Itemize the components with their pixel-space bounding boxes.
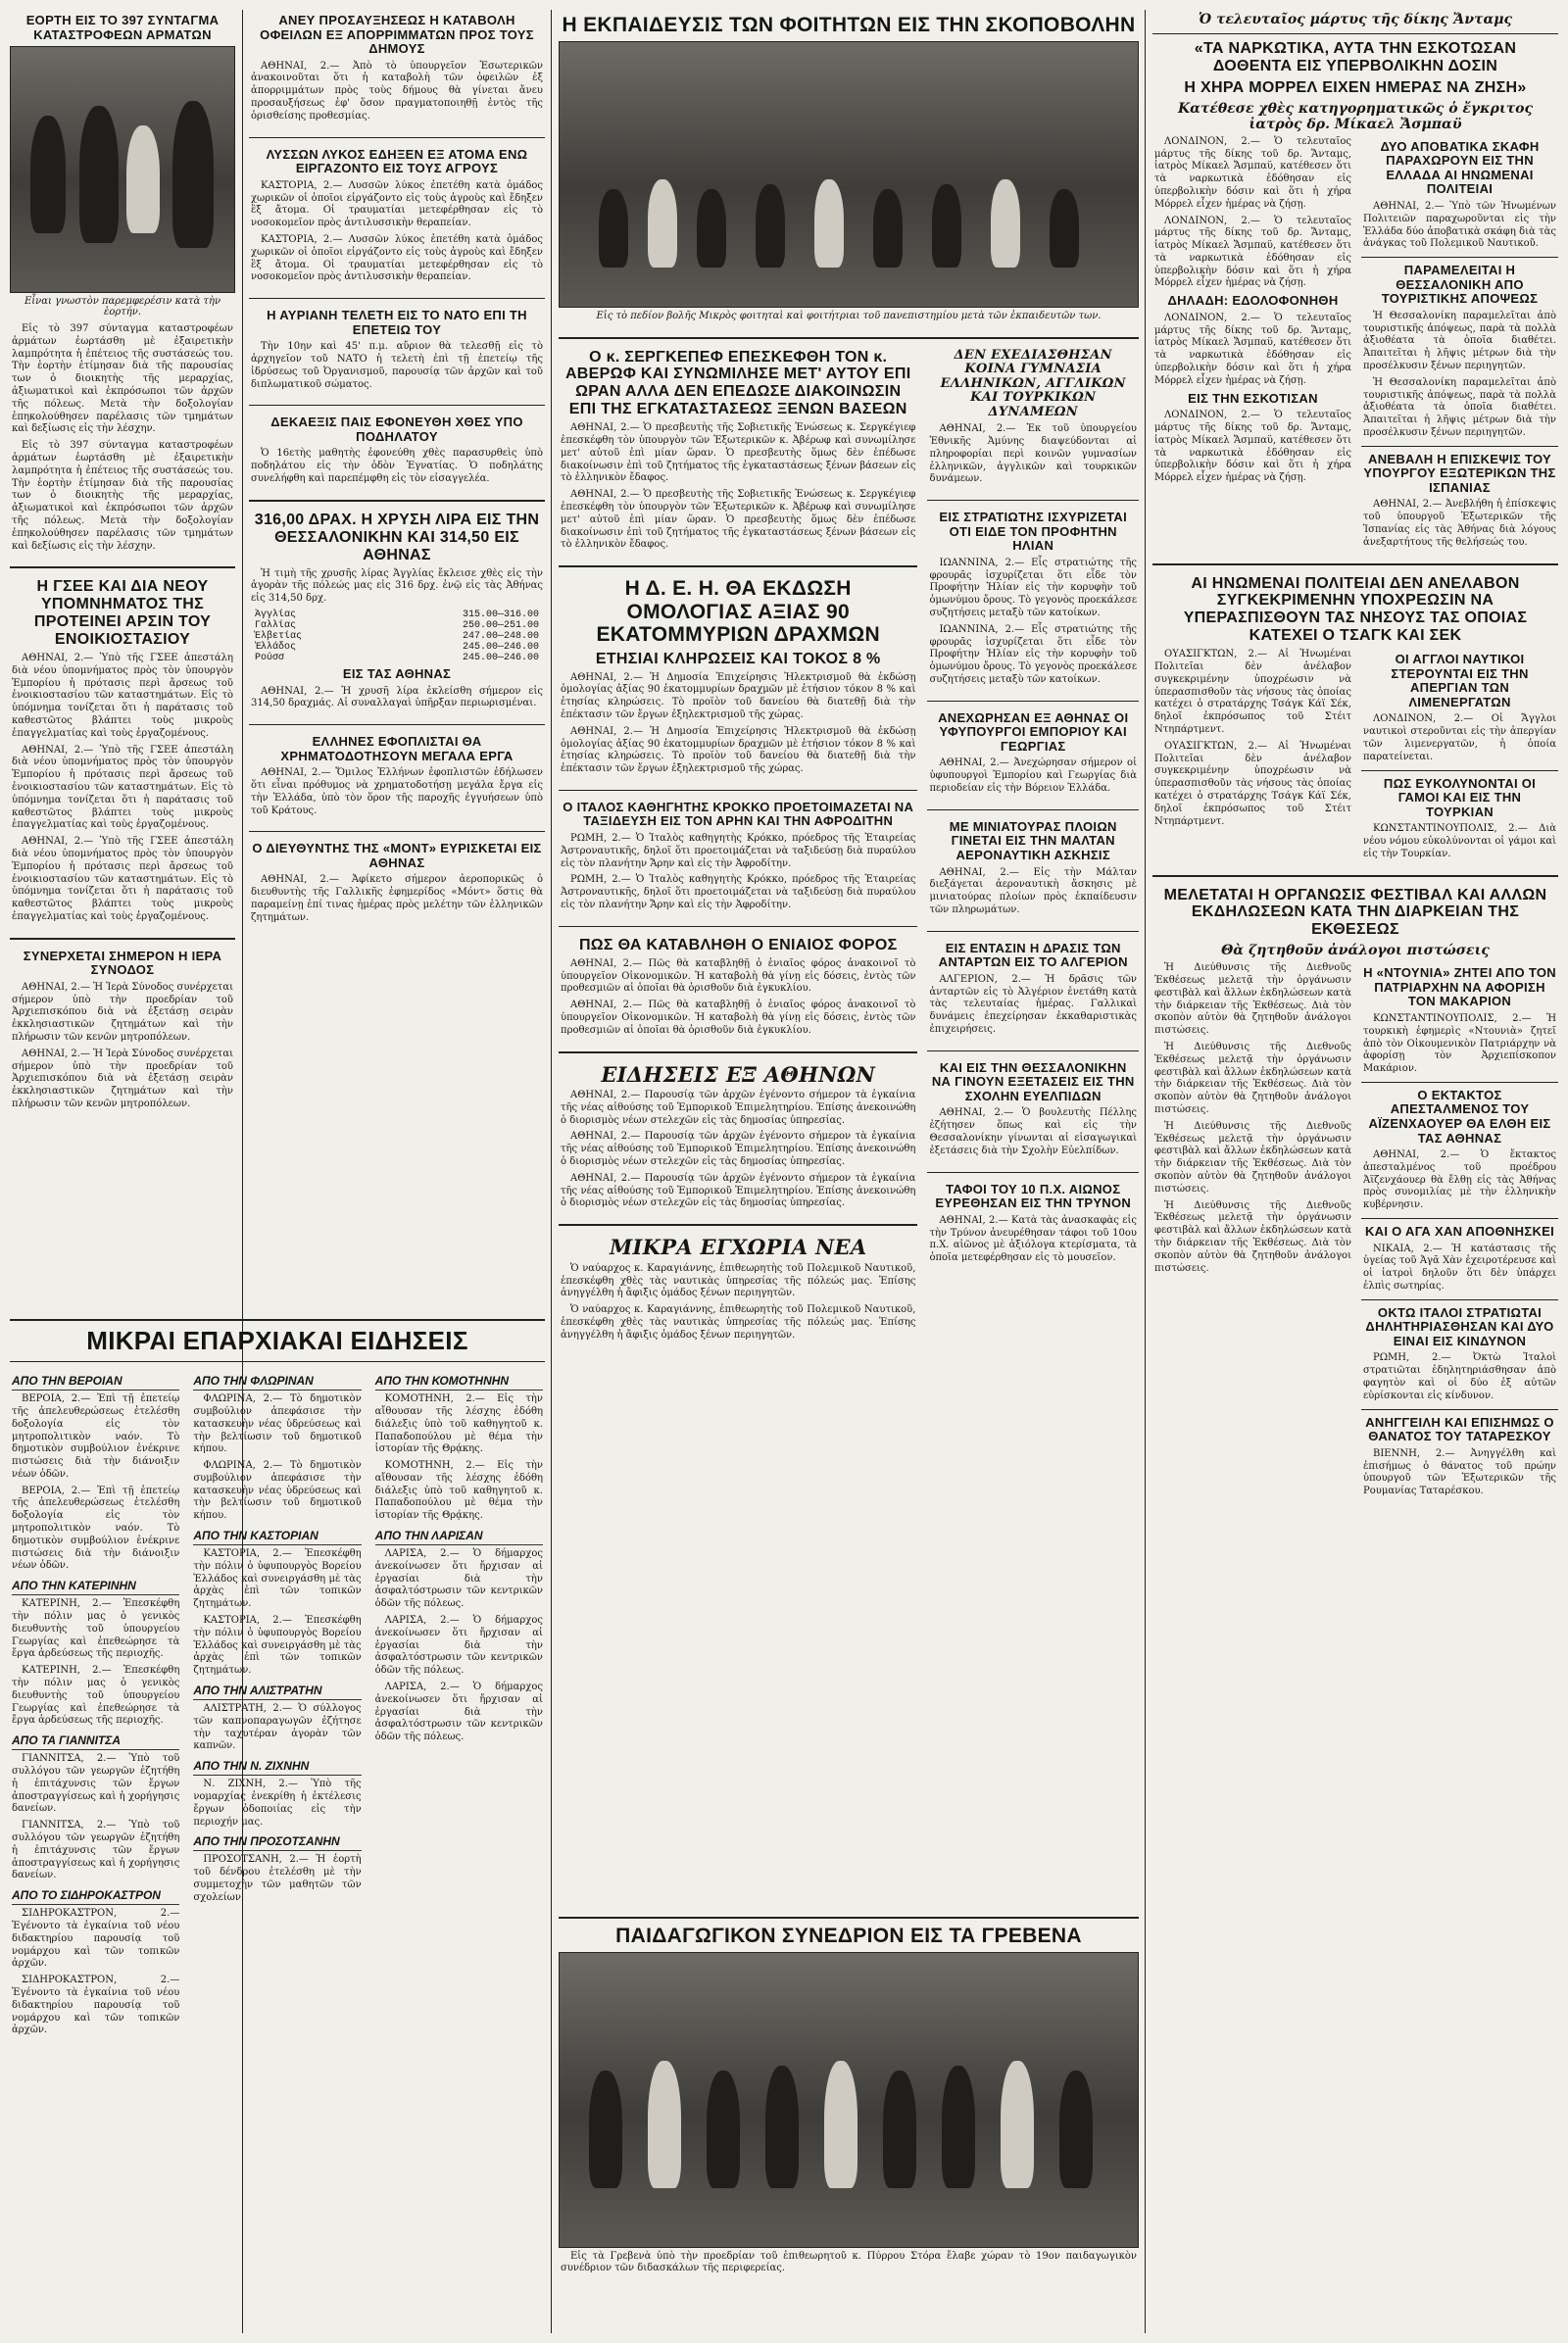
- photo-caption: Εἰς τὸ πεδίον βολῆς Μικρὸς φοιτηταὶ καὶ φοιτήτριαι τοῦ πανεπιστημίου μετὰ τῶν ἐκπαιδευτῶν των.: [596, 310, 1102, 321]
- subheadline: Θὰ ζητηθοῦν ἀνάλογοι πιστώσεις: [1221, 943, 1490, 959]
- article-ofeilai: [249, 10, 545, 127]
- section-kicker: ΑΠΟ ΤΗΝ ΑΛΙΣΤΡΑΤΗΝ: [193, 1684, 361, 1700]
- article-mont: [249, 838, 545, 928]
- article-synod: [10, 946, 235, 1115]
- headline: ΜΕΛΕΤΑΤΑΙ Η ΟΡΓΑΝΩΣΙΣ ΦΕΣΤΙΒΑΛ ΚΑΙ ΑΛΛΩΝ ΕΚΔΗΛΩΣΕΩΝ ΚΑΤΑ ΤΗΝ ΔΙΑΡΚΕΙΑΝ ΤΗΣ ΕΚΘΕΣΕΩΣ: [1163, 886, 1547, 939]
- headline: ΑΝΕΥ ΠΡΟΣΑΥΞΗΣΕΩΣ Η ΚΑΤΑΒΟΛΗ ΟΦΕΙΛΩΝ ΕΞ ΑΠΟΡΡΙΜΜΑΤΩΝ ΠΡΟΣ ΤΟΥΣ ΔΗΜΟΥΣ: [260, 13, 534, 57]
- column-5: [1152, 10, 1558, 2333]
- article-body: ΑΘΗΝΑΙ, 2.— Εἰς τὴν Μάλταν διεξάγεται ἀεροναυτικὴ ἄσκησις μὲ μινιατούρας πλοίων πρὸς ἐκπαίδευσιν τῶν πληρωμάτων.: [929, 866, 1137, 915]
- subheadline: ΕΤΗΣΙΑΙ ΚΛΗΡΩΣΕΙΣ ΚΑΙ ΤΟΚΟΣ 8 %: [595, 650, 881, 667]
- article-body: ΙΩΑΝΝΙΝΑ, 2.— Εἷς στρατιώτης τῆς φρουρᾶς ἰσχυρίζεται ὅτι εἶδε τὸν Προφήτην Ἠλίαν εἰς τὴν κορυφὴν τοῦ ὁμωνύμου ὄρους. Τὸ γεγονὸς προεκάλεσε συζητήσεις μεταξὺ τῶν κατοίκων. ΙΩΑΝΝΙΝΑ, 2.— Εἷς στρατιώτης τῆς φρουρᾶς ἰσχυρίζεται ὅτι εἶδε τὸν Προφήτην Ἠλίαν εἰς τὴν κορυφὴν τοῦ ὁμωνύμου ὄρους. Τὸ γεγονὸς προεκάλεσε συζητήσεις μεταξὺ τῶν κατοίκων.: [929, 557, 1137, 686]
- section-kicker: ΑΠΟ ΤΗΝ ΛΑΡΙΣΑΝ: [375, 1529, 543, 1545]
- article-festival: ΜΕΛΕΤΑΤΑΙ Η ΟΡΓΑΝΩΣΙΣ ΦΕΣΤΙΒΑΛ ΚΑΙ ΑΛΛΩΝ ΕΚΔΗΛΩΣΕΩΝ ΚΑΤΑ ΤΗΝ ΔΙΑΡΚΕΙΑΝ ΤΗΣ ΕΚΘΕΣΕΩΣ Θὰ ζητηθοῦν ἀνάλογοι πιστώσεις Ἡ Διεύθυνσις τῆς Διεθνοῦς Ἐκθέσεως μελετᾷ τὴν ὀργάνωσιν φεστιβὰλ καὶ ἄλλων ἐκδηλώσεων κατὰ τὴν διάρκειαν τῆς Ἐκθέσεως. Διὰ τὸν σκοπὸν αὐτὸν θὰ ζητηθοῦν ἀνάλογοι πιστώσεις. Ἡ Διεύθυνσις τῆς Διεθνοῦς Ἐκθέσεως μελετᾷ τὴν ὀργάνωσιν φεστιβὰλ καὶ ἄλλων ἐκδηλώσεων κατὰ τὴν διάρκειαν τῆς Ἐκθέσεως. Διὰ τὸν σκοπὸν αὐτὸν θὰ ζητηθοῦν ἀνάλογοι πιστώσεις. Ἡ Διεύθυνσις τῆς Διεθνοῦς Ἐκθέσεως μελετᾷ τὴν ὀργάνωσιν φεστιβὰλ καὶ ἄλλων ἐκδηλώσεων κατὰ τὴν διάρκειαν τῆς Ἐκθέσεως. Διὰ τὸν σκοπὸν αὐτὸν θὰ ζητηθοῦν ἀνάλογοι πιστώσεις. Ἡ Διεύθυνσις τῆς Διεθνοῦς Ἐκθέσεως μελετᾷ τὴν ὀργάνωσιν φεστιβὰλ καὶ ἄλλων ἐκδηλώσεων κατὰ τὴν διάρκειαν τῆς Ἐκθέσεως. Διὰ τὸν σκοπὸν αὐτὸν θὰ ζητηθοῦν ἀνάλογοι πιστώσεις. Η «ΝΤΟΥΝΙΑ» ΖΗΤΕΙ ΑΠΟ ΤΟΝ ΠΑΤΡΙΑΡΧΗΝ ΝΑ ΑΦΟΡΙΣΗ ΤΟΝ ΜΑΚΑΡΙΟΝ ΚΩΝΣΤΑΝΤΙΝΟΥΠΟΛΙΣ, 2.— Ἡ τουρκικὴ ἐφημερὶς «Ντουνιὰ» ζητεῖ ἀπὸ τὸν Οἰκουμενικὸν Πατριάρχην νὰ ἀφορίσῃ τὸν Ἀρχιεπίσκοπον Μακάριον. Ο ΕΚΤΑΚΤΟΣ ΑΠΕΣΤΑΛΜΕΝΟΣ ΤΟΥ ΑΪΖΕΝΧΑΟΥΕΡ ΘΑ ΕΛΘΗ ΕΙΣ ΤΑΣ ΑΘΗΝΑΣ ΑΘΗΝΑΙ, 2.— Ὁ ἔκτακτος ἀπεσταλμένος τοῦ προέδρου Ἀϊζενχάουερ θὰ ἔλθῃ εἰς τὰς Ἀθήνας πρὸς συνομιλίας μὲ τὴν ἑλληνικὴν κυβέρνησιν. ΚΑΙ Ο ΑΓΑ ΧΑΝ ΑΠΟΘΝΗΣΚΕΙ ΝΙΚΑΙΑ, 2.— Ἡ κατάστασις τῆς ὑγείας τοῦ Ἀγᾶ Χὰν ἐχειροτέρευσε καὶ οἱ ἰατροὶ δηλοῦν ὅτι δὲν ὑπάρχει ἐλπὶς σωτηρίας. ΟΚΤΩ ΙΤΑΛΟΙ ΣΤΡΑΤΙΩΤΑΙ ΔΗΛΗΤΗΡΙΑΣΘΗΣΑΝ ΚΑΙ ΔΥΟ ΕΙΝΑΙ ΕΙΣ ΚΙΝΔΥΝΟΝ ΡΩΜΗ, 2.— Ὀκτὼ Ἰταλοὶ στρατιῶται ἐδηλητηριάσθησαν ἀπὸ φαγητὸν καὶ οἱ δύο ἐξ αὐτῶν εὑρίσκονται εἰς κίνδυνον. ΑΝΗΓΓΕΙΛΗ ΚΑΙ ΕΠΙΣΗΜΩΣ Ο ΘΑΝΑΤΟΣ ΤΟΥ ΤΑΤΑΡΕΣΚΟΥ ΒΙΕΝΝΗ, 2.— Ἀνηγγέλθη καὶ ἐπισήμως ὁ θάνατος τοῦ πρώην ὑπουργοῦ τῶν Ἐξωτερικῶν τῆς Ρουμανίας Ταταρέσκου.: [1154, 886, 1556, 1497]
- headline: Η «ΝΤΟΥΝΙΑ» ΖΗΤΕΙ ΑΠΟ ΤΟΝ ΠΑΤΡΙΑΡΧΗΝ ΝΑ ΑΦΟΡΙΣΗ ΤΟΝ ΜΑΚΑΡΙΟΝ: [1363, 965, 1556, 1009]
- article-gymnasia: [927, 345, 1139, 491]
- headline: ΔΕΝ ΕΧΕΔΙΑΣΘΗΣΑΝ ΚΟΙΝΑ ΓΥΜΝΑΣΙΑ ΕΛΛΗΝΙΚΩΝ, ΑΓΓΛΙΚΩΝ ΚΑΙ ΤΟΥΡΚΙΚΩΝ ΔΥΝΑΜΕΩΝ: [940, 347, 1126, 419]
- article-body: Ὁ ναύαρχος κ. Καραγιάννης, ἐπιθεωρητὴς τοῦ Πολεμικοῦ Ναυτικοῦ, ἐπεσκέφθη χθὲς τὰς ναυτικὰς ὑπηρεσίας τῆς πόλεώς μας. Ἐπίσης ἀνηγγέλθη ἡ ἄφιξις ὁμάδος ξένων περιηγητῶν. Ὁ ναύαρχος κ. Καραγιάννης, ἐπιθεωρητὴς τοῦ Πολεμικοῦ Ναυτικοῦ, ἐπεσκέφθη χθὲς τὰς ναυτικὰς ὑπηρεσίας τῆς πόλεώς μας. Ἐπίσης ἀνηγγέλθη ἡ ἄφιξις ὁμάδος ξένων περιηγητῶν.: [561, 1262, 916, 1341]
- headline: ΚΑΙ Ο ΑΓΑ ΧΑΝ ΑΠΟΘΝΗΣΚΕΙ: [1364, 1224, 1555, 1240]
- photo-grevena-conference: [559, 1952, 1139, 2248]
- headline: ΔΕΚΑΕΞΙΣ ΠΑΙΣ ΕΦΟΝΕΥΘΗ ΧΘΕΣ ΥΠΟ ΠΟΔΗΛΑΤΟΥ: [270, 415, 523, 444]
- headline: ΑΝΗΓΓΕΙΛΗ ΚΑΙ ΕΠΙΣΗΜΩΣ Ο ΘΑΝΑΤΟΣ ΤΟΥ ΤΑΤΑΡΕΣΚΟΥ: [1365, 1414, 1554, 1444]
- article-body: ΑΘΗΝΑΙ, 2.— Ὁ πρεσβευτὴς τῆς Σοβιετικῆς Ἑνώσεως κ. Σεργκέγιεφ ἐπεσκέφθη τὸν ὑπουργὸν τῶν Ἐξωτερικῶν κ. Ἀβέρωφ καὶ συνωμίλησε μετ' αὐτοῦ ἐπὶ μίαν ὥραν. Ὁ πρεσβευτὴς ὅμως δὲν ἐπέδωσε διακοίνωσιν ἐπὶ τοῦ ζητήματος τῆς ἐγκαταστάσεως ξένων βάσεων εἰς τὸ ἑλληνικὸν ἔδαφος. ΑΘΗΝΑΙ, 2.— Ὁ πρεσβευτὴς τῆς Σοβιετικῆς Ἑνώσεως κ. Σεργκέγιεφ ἐπεσκέφθη τὸν ὑπουργὸν τῶν Ἐξωτερικῶν κ. Ἀβέρωφ καὶ συνωμίλησε μετ' αὐτοῦ ἐπὶ μίαν ὥραν. Ὁ πρεσβευτὴς ὅμως δὲν ἐπέδωσε διακοίνωσιν ἐπὶ τοῦ ζητήματος τῆς ἐγκαταστάσεως ξένων βάσεων εἰς τὸ ἑλληνικὸν ἔδαφος.: [561, 422, 916, 551]
- headline: Ο κ. ΣΕΡΓΚΕΠΕΦ ΕΠΕΣΚΕΦΘΗ ΤΟΝ κ. ΑΒΕΡΩΦ ΚΑΙ ΣΥΝΩΜΙΛΗΣΕ ΜΕΤ' ΑΥΤΟΥ ΕΠΙ ΩΡΑΝ ΑΛΛΑ ΔΕΝ ΕΠΕΔΩΣΕ ΔΙΑΚΟΙΝΩΣΙΝ ΕΠΙ ΤΗΣ ΕΓΚΑΤΑΣΤΑΣΕΩΣ ΞΕΝΩΝ ΒΑΣΕΩΝ: [564, 348, 911, 418]
- headline: Ο ΔΙΕΥΘΥΝΤΗΣ ΤΗΣ «ΜΟΝΤ» ΕΥΡΙΣΚΕΤΑΙ ΕΙΣ ΑΘΗΝΑΣ: [252, 841, 542, 870]
- article-adams: Ὁ τελευταῖος μάρτυς τῆς δίκης Ἄνταμς «ΤΑ ΝΑΡΚΩΤΙΚΑ, ΑΥΤΑ ΤΗΝ ΕΣΚΟΤΩΣΑΝ ΔΟΘΕΝΤΑ ΕΙΣ ΥΠΕΡΒΟΛΙΚΗΝ ΔΟΣΙΝ Η ΧΗΡΑ ΜΟΡΡΕΛ ΕΙΧΕΝ ΗΜΕΡΑΣ ΝΑ ΖΗΣΗ» Κατέθεσε χθὲς κατηγορηματικῶς ὁ ἔγκριτος ἰατρὸς δρ. Μίκαελ Ἄσμπαϋ ΛΟΝΔΙΝΟΝ, 2.— Ὁ τελευταῖος μάρτυς τῆς δίκης τοῦ δρ. Ἄνταμς, ἰατρὸς Μίκαελ Ἄσμπαϋ, κατέθεσεν ὅτι τὰ ναρκωτικὰ ἐδόθησαν εἰς ὑπερβολικὴν δόσιν καὶ ὅτι ἡ χήρα Μόρρελ εἶχεν ἡμέρας νὰ ζήσῃ. ΛΟΝΔΙΝΟΝ, 2.— Ὁ τελευταῖος μάρτυς τῆς δίκης τοῦ δρ. Ἄνταμς, ἰατρὸς Μίκαελ Ἄσμπαϋ, κατέθεσεν ὅτι τὰ ναρκωτικὰ ἐδόθησαν εἰς ὑπερβολικὴν δόσιν καὶ ὅτι ἡ χήρα Μόρρελ εἶχεν ἡμέρας νὰ ζήσῃ. ΔΗΛΑΔΗ: ΕΔΟΛΟΦΟΝΗΘΗ ΛΟΝΔΙΝΟΝ, 2.— Ὁ τελευταῖος μάρτυς τῆς δίκης τοῦ δρ. Ἄνταμς, ἰατρὸς Μίκαελ Ἄσμπαϋ, κατέθεσεν ὅτι τὰ ναρκωτικὰ ἐδόθησαν εἰς ὑπερβολικὴν δόσιν καὶ ὅτι ἡ χήρα Μόρρελ εἶχεν ἡμέρας νὰ ζήσῃ. ΕΙΣ ΤΗΝ ΕΣΚΟΤΙΣΑΝ ΛΟΝΔΙΝΟΝ, 2.— Ὁ τελευταῖος μάρτυς τῆς δίκης τοῦ δρ. Ἄνταμς, ἰατρὸς Μίκαελ Ἄσμπαϋ, κατέθεσεν ὅτι τὰ ναρκωτικὰ ἐδόθησαν εἰς ὑπερβολικὴν δόσιν καὶ ὅτι ἡ χήρα Μόρρελ εἶχεν ἡμέρας νὰ ζήσῃ. ΔΥΟ ΑΠΟΒΑΤΙΚΑ ΣΚΑΦΗ ΠΑΡΑΧΩΡΟΥΝ ΕΙΣ ΤΗΝ ΕΛΛΑΔΑ ΑΙ ΗΝΩΜΕΝΑΙ ΠΟΛΙΤΕΙΑΙ ΑΘΗΝΑΙ, 2.— Ὑπὸ τῶν Ἡνωμένων Πολιτειῶν παραχωροῦνται εἰς τὴν Ἑλλάδα δύο ἀποβατικὰ σκάφη διὰ τὰς ἀνάγκας τοῦ Πολεμικοῦ Ναυτικοῦ. ΠΑΡΑΜΕΛΕΙΤΑΙ Η ΘΕΣΣΑΛΟΝΙΚΗ ΑΠΟ ΤΟΥΡΙΣΤΙΚΗΣ ΑΠΟΨΕΩΣ Ἡ Θεσσαλονίκη παραμελεῖται ἀπὸ τουριστικῆς ἀπόψεως, παρὰ τὰ πολλὰ ἀξιοθέατα τὰ ὁποῖα διαθέτει. Ἀπαιτεῖται ἡ λῆψις μέτρων διὰ τὴν προσέλκυσιν ξένων περιηγητῶν. Ἡ Θεσσαλονίκη παραμελεῖται ἀπὸ τουριστικῆς ἀπόψεως, παρὰ τὰ πολλὰ ἀξιοθέατα τὰ ὁποῖα διαθέτει. Ἀπαιτεῖται ἡ λῆψις μέτρων διὰ τὴν προσέλκυσιν ξένων περιηγητῶν. ΑΝΕΒΑΛΗ Η ΕΠΙΣΚΕΨΙΣ ΤΟΥ ΥΠΟΥΡΓΟΥ ΕΞΩΤΕΡΙΚΩΝ ΤΗΣ ΙΣΠΑΝΙΑΣ ΑΘΗΝΑΙ, 2.— Ἀνεβλήθη ἡ ἐπίσκεψις τοῦ ὑπουργοῦ Ἐξωτερικῶν τῆς Ἱσπανίας εἰς τὰς Ἀθήνας διὰ λόγους ἀνεξαρτήτους τῆς θελήσεώς του.: [1154, 12, 1556, 548]
- provincial-news: [10, 1313, 545, 2333]
- headline: ΕΙΣ ΕΝΤΑΣΙΝ Η ΔΡΑΣΙΣ ΤΩΝ ΑΝΤΑΡΤΩΝ ΕΙΣ ΤΟ ΑΛΓΕΡΙΟΝ: [938, 940, 1128, 970]
- price-row: Ρούσσ 245.00—246.00: [255, 652, 539, 663]
- article-mikra-nea: [559, 1232, 917, 1345]
- section-kicker: ΑΠΟ ΤΟ ΣΙΔΗΡΟΚΑΣΤΡΟΝ: [12, 1888, 179, 1905]
- article-body: ΚΑΣΤΟΡΙΑ, 2.— Λυσσῶν λύκος ἐπετέθη κατὰ ὁμάδος χωρικῶν οἱ ὁποῖοι εἰργάζοντο εἰς τοὺς ἀγροὺς καὶ ἔδηξεν ἓξ ἄτομα. Οἱ τραυματίαι μετεφέρθησαν εἰς τὸ νοσοκομεῖον πρὸς ἀντιλυσσικὴν θεραπείαν. ΚΑΣΤΟΡΙΑ, 2.— Λυσσῶν λύκος ἐπετέθη κατὰ ὁμάδος χωρικῶν οἱ ὁποῖοι εἰργάζοντο εἰς τοὺς ἀγροὺς καὶ ἔδηξεν ἓξ ἄτομα. Οἱ τραυματίαι μετεφέρθησαν εἰς τὸ νοσοκομεῖον πρὸς ἀντιλυσσικὴν θεραπείαν.: [251, 179, 543, 283]
- article-evelpides: [927, 1057, 1139, 1162]
- article-body: ΑΘΗΝΑΙ, 2.— Ἀνεχώρησαν σήμερον οἱ ὑφυπουργοὶ Ἐμπορίου καὶ Γεωργίας διὰ περιοδείαν εἰς τὴν Βόρειον Ἑλλάδα.: [929, 757, 1137, 795]
- section-kicker: ΑΠΟ ΤΗΝ Ν. ΖΙΧΝΗΝ: [193, 1759, 361, 1776]
- section-kicker: ΑΠΟ ΤΗΝ ΦΛΩΡΙΝΑΝ: [193, 1374, 361, 1391]
- headline: ΟΚΤΩ ΙΤΑΛΟΙ ΣΤΡΑΤΙΩΤΑΙ ΔΗΛΗΤΗΡΙΑΣΘΗΣΑΝ ΚΑΙ ΔΥΟ ΕΙΝΑΙ ΕΙΣ ΚΙΝΔΥΝΟΝ: [1365, 1304, 1554, 1348]
- article-yfypourgoi: [927, 708, 1139, 800]
- article-body: ΑΘΗΝΑΙ, 2.— Ἀφίκετο σήμερον ἀεροπορικῶς ὁ διευθυντὴς τῆς Γαλλικῆς ἐφημερίδος «Μόντ» ὅστις θὰ παραμείνῃ ἐπί τινας ἡμέρας πρὸς μελέτην τῶν ἑλληνικῶν ζητημάτων.: [251, 874, 543, 923]
- article-tafoi: [927, 1179, 1139, 1269]
- article-sergkepef: [559, 345, 917, 557]
- headline: Η ΓΣΕΕ ΚΑΙ ΔΙΑ ΝΕΟΥ ΥΠΟΜΝΗΜΑΤΟΣ ΤΗΣ ΠΡΟΤΕΙΝΕΙ ΑΡΣΙΝ ΤΟΥ ΕΝΟΙΚΙΟΣΤΑΣΙΟΥ: [33, 578, 212, 649]
- column-3: [559, 345, 917, 1356]
- headline: Η ΑΥΡΙΑΝΗ ΤΕΛΕΤΗ ΕΙΣ ΤΟ ΝΑΤΟ ΕΠΙ ΤΗ ΕΠΕΤΕΙΩ ΤΟΥ: [267, 308, 527, 337]
- headline: Η ΧΗΡΑ ΜΟΡΡΕΛ ΕΙΧΕΝ ΗΜΕΡΑΣ ΝΑ ΖΗΣΗ»: [1184, 78, 1527, 96]
- provincial-column: ΑΠΟ ΤΗΝ ΒΕΡΟΙΑΝ ΒΕΡΟΙΑ, 2.— Ἐπὶ τῇ ἐπετείῳ τῆς ἀπελευθερώσεως ἐτελέσθη δοξολογία εἰς τὸν μητροπολιτικὸν ναόν. Τὸ δημοτικὸν συμβούλιον ἐνέκρινε πιστώσεις διὰ τὴν διάνοιξιν νέων ὁδῶν. ΒΕΡΟΙΑ, 2.— Ἐπὶ τῇ ἐπετείῳ τῆς ἀπελευθερώσεως ἐτελέσθη δοξολογία εἰς τὸν μητροπολιτικὸν ναόν. Τὸ δημοτικὸν συμβούλιον ἐνέκρινε πιστώσεις διὰ τὴν διάνοιξιν νέων ὁδῶν. ΑΠΟ ΤΗΝ ΚΑΤΕΡΙΝΗΝ ΚΑΤΕΡΙΝΗ, 2.— Ἐπεσκέφθη τὴν πόλιν μας ὁ γενικὸς διευθυντὴς τοῦ ὑπουργείου Γεωργίας καὶ ἐπεθεώρησε τὰ ἔργα ἀρδεύσεως τῆς περιοχῆς. ΚΑΤΕΡΙΝΗ, 2.— Ἐπεσκέφθη τὴν πόλιν μας ὁ γενικὸς διευθυντὴς τοῦ ὑπουργείου Γεωργίας καὶ ἐπεθεώρησε τὰ ἔργα ἀρδεύσεως τῆς περιοχῆς. ΑΠΟ ΤΑ ΓΙΑΝΝΙΤΣΑ ΓΙΑΝΝΙΤΣΑ, 2.— Ὑπὸ τοῦ συλλόγου τῶν γεωργῶν ἐζητήθη ἡ ἐπιτάχυνσις τῶν ἔργων ἀποστραγγίσεως καὶ ἡ χορήγησις δανείων. ΓΙΑΝΝΙΤΣΑ, 2.— Ὑπὸ τοῦ συλλόγου τῶν γεωργῶν ἐζητήθη ἡ ἐπιτάχυνσις τῶν ἔργων ἀποστραγγίσεως καὶ ἡ χορήγησις δανείων. ΑΠΟ ΤΟ ΣΙΔΗΡΟΚΑΣΤΡΟΝ ΣΙΔΗΡΟΚΑΣΤΡΟΝ, 2.— Ἐγένοντο τὰ ἐγκαίνια τοῦ νέου διδακτηρίου παρουσίᾳ τοῦ νομάρχου καὶ τῶν τοπικῶν ἀρχῶν. ΣΙΔΗΡΟΚΑΣΤΡΟΝ, 2.— Ἐγένοντο τὰ ἐγκαίνια τοῦ νέου διδακτηρίου παρουσίᾳ τοῦ νομάρχου καὶ τῶν τοπικῶν ἀρχῶν.: [12, 1374, 180, 2036]
- article-algerio: [927, 938, 1139, 1041]
- headline: ΚΑΙ ΕΙΣ ΤΗΝ ΘΕΣΣΑΛΟΝΙΚΗΝ ΝΑ ΓΙΝΟΥΝ ΕΞΕΤΑΣΕΙΣ ΕΙΣ ΤΗΝ ΣΧΟΛΗΝ ΕΥΕΛΠΙΔΩΝ: [931, 1059, 1135, 1103]
- headline: Ο ΙΤΑΛΟΣ ΚΑΘΗΓΗΤΗΣ ΚΡΟΚΚΟ ΠΡΟΕΤΟΙΜΑΖΕΤΑΙ ΝΑ ΤΑΞΙΔΕΥΣΗ ΕΙΣ ΤΟΝ ΑΡΗΝ ΚΑΙ ΤΗΝ ΑΦΡΟΔΙΤΗΝ: [563, 799, 914, 829]
- article-body: ΑΘΗΝΑΙ, 2.— Κατὰ τὰς ἀνασκαφὰς εἰς τὴν Τρύνον ἀνευρέθησαν τάφοι τοῦ 10ου π.Χ. αἰῶνος μὲ ἀξιόλογα κτερίσματα, τὰ ὁποῖα μετεφέρθησαν εἰς τὸ μουσεῖον.: [929, 1214, 1137, 1264]
- headline: ΑΝΕΧΩΡΗΣΑΝ ΕΞ ΑΘΗΝΑΣ ΟΙ ΥΦΥΠΟΥΡΓΟΙ ΕΜΠΟΡΙΟΥ ΚΑΙ ΓΕΩΡΓΙΑΣ: [938, 709, 1129, 754]
- section-kicker: ΑΠΟ ΤΗΝ ΚΑΣΤΟΡΙΑΝ: [193, 1529, 361, 1545]
- headline: ΠΩΣ ΘΑ ΚΑΤΑΒΛΗΘΗ Ο ΕΝΙΑΙΟΣ ΦΟΡΟΣ: [578, 936, 898, 953]
- section-kicker: ΑΠΟ ΤΗΝ ΚΟΜΟΤΗΝΗΝ: [375, 1374, 543, 1391]
- headline: Η ΕΚΠΑΙΔΕΥΣΙΣ ΤΩΝ ΦΟΙΤΗΤΩΝ ΕΙΣ ΤΗΝ ΣΚΟΠΟΒΟΛΗΝ: [562, 14, 1136, 36]
- headline: ΕΛΛΗΝΕΣ ΕΦΟΠΛΙΣΤΑΙ ΘΑ ΧΡΗΜΑΤΟΔΟΤΗΣΟΥΝ ΜΕΓΑΛΑ ΕΡΓΑ: [280, 734, 514, 763]
- subheadline: ΕΙΣ ΤΑΣ ΑΘΗΝΑΣ: [342, 665, 452, 681]
- kicker: Ὁ τελευταῖος μάρτυς τῆς δίκης Ἄνταμς: [1199, 12, 1512, 27]
- headline: «ΤΑ ΝΑΡΚΩΤΙΚΑ, ΑΥΤΑ ΤΗΝ ΕΣΚΟΤΩΣΑΝ ΔΟΘΕΝΤΑ ΕΙΣ ΥΠΕΡΒΟΛΙΚΗΝ ΔΟΣΙΝ: [1194, 40, 1517, 74]
- provincial-column: ΑΠΟ ΤΗΝ ΦΛΩΡΙΝΑΝ ΦΛΩΡΙΝΑ, 2.— Τὸ δημοτικὸν συμβούλιον ἀπεφάσισε τὴν κατασκευὴν νέας ὑδρεύσεως καὶ τὴν βελτίωσιν τοῦ δημοτικοῦ κήπου. ΦΛΩΡΙΝΑ, 2.— Τὸ δημοτικὸν συμβούλιον ἀπεφάσισε τὴν κατασκευὴν νέας ὑδρεύσεως καὶ τὴν βελτίωσιν τοῦ δημοτικοῦ κήπου. ΑΠΟ ΤΗΝ ΚΑΣΤΟΡΙΑΝ ΚΑΣΤΟΡΙΑ, 2.— Ἐπεσκέφθη τὴν πόλιν ὁ ὑφυπουργὸς Βορείου Ἑλλάδος καὶ συνειργάσθη μὲ τὰς ἀρχὰς ἐπὶ τῶν τοπικῶν ζητημάτων. ΚΑΣΤΟΡΙΑ, 2.— Ἐπεσκέφθη τὴν πόλιν ὁ ὑφυπουργὸς Βορείου Ἑλλάδος καὶ συνειργάσθη μὲ τὰς ἀρχὰς ἐπὶ τῶν τοπικῶν ζητημάτων. ΑΠΟ ΤΗΝ ΑΛΙΣΤΡΑΤΗΝ ΑΛΙΣΤΡΑΤΗ, 2.— Ὁ σύλλογος τῶν καπνοπαραγωγῶν ἐζήτησε τὴν ταχυτέραν ἀγορὰν τῶν καπνῶν. ΑΠΟ ΤΗΝ Ν. ΖΙΧΝΗΝ Ν. ΖΙΧΝΗ, 2.— Ὑπὸ τῆς νομαρχίας ἐνεκρίθη ἡ ἐκτέλεσις ἔργων ὁδοποιίας εἰς τὴν περιοχήν μας. ΑΠΟ ΤΗΝ ΠΡΟΣΟΤΣΑΝΗΝ ΠΡΟΣΟΤΣΑΝΗ, 2.— Ἡ ἐορτὴ τοῦ δένδρου ἐτελέσθη μὲ τὴν συμμετοχὴν τῶν μαθητῶν τῶν σχολείων.: [193, 1374, 362, 1903]
- headline: ΔΥΟ ΑΠΟΒΑΤΙΚΑ ΣΚΑΦΗ ΠΑΡΑΧΩΡΟΥΝ ΕΙΣ ΤΗΝ ΕΛΛΑΔΑ ΑΙ ΗΝΩΜΕΝΑΙ ΠΟΛΙΤΕΙΑΙ: [1380, 138, 1540, 197]
- article-body: ΑΘΗΝΑΙ, 2.— Ὅμιλος Ἑλλήνων ἐφοπλιστῶν ἐδήλωσεν ὅτι εἶναι πρόθυμος νὰ χρηματοδοτήσῃ μεγάλα ἔργα εἰς τὴν Ἑλλάδα, ὑπὸ τὸν ὅρον τῆς παροχῆς ἐγγυήσεων ὑπὸ τοῦ Κράτους.: [251, 767, 543, 816]
- column-rule: [1145, 10, 1146, 2333]
- article-body: ΑΘΗΝΑΙ, 2.— Ἡ Ἱερὰ Σύνοδος συνέρχεται σήμερον ὑπὸ τὴν προεδρίαν τοῦ Ἀρχιεπισκόπου διὰ νὰ ἐξετάσῃ σειρὰν ἐκκλησιαστικῶν ζητημάτων καὶ τὴν πλήρωσιν τῶν κενῶν μητροπόλεων. ΑΘΗΝΑΙ, 2.— Ἡ Ἱερὰ Σύνοδος συνέρχεται σήμερον ὑπὸ τὴν προεδρίαν τοῦ Ἀρχιεπισκόπου διὰ νὰ ἐξετάσῃ σειρὰν ἐκκλησιαστικῶν ζητημάτων καὶ τὴν πλήρωσιν τῶν κενῶν μητροπόλεων.: [12, 981, 233, 1110]
- article-grevena: [559, 1911, 1139, 2333]
- price-row: Ἑλλάδος 245.00—246.00: [255, 641, 539, 653]
- article-lykos: [249, 144, 545, 288]
- headline: ΑΝΕΒΑΛΗ Η ΕΠΙΣΚΕΨΙΣ ΤΟΥ ΥΠΟΥΡΓΟΥ ΕΞΩΤΕΡΙΚΩΝ ΤΗΣ ΙΣΠΑΝΙΑΣ: [1363, 451, 1556, 495]
- headline: ΑΙ ΗΝΩΜΕΝΑΙ ΠΟΛΙΤΕΙΑΙ ΔΕΝ ΑΝΕΛΑΒΟΝ ΣΥΓΚΕΚΡΙΜΕΝΗΝ ΥΠΟΧΡΕΩΣΙΝ ΝΑ ΥΠΕΡΑΣΠΙΣΘΟΥΝ ΤΑΣ ΝΗΣΟΥΣ ΤΑΣ ΟΠΟΙΑΣ ΚΑΤΕΧΕΙ Ο ΤΣΑΓΚ ΚΑΙ ΣΕΚ: [1183, 574, 1528, 645]
- column-rule: [551, 10, 552, 2333]
- headline: ΕΙΔΗΣΕΙΣ ΕΞ ΑΘΗΝΩΝ: [601, 1061, 876, 1087]
- article-body: Τὴν 10ην καὶ 45' π.μ. αὔριον θὰ τελεσθῇ εἰς τὸ ἀρχηγεῖον τοῦ ΝΑΤΟ ἡ τελετὴ ἐπὶ τῇ ἐπετείῳ τῆς ἱδρύσεως τοῦ Ὀργανισμοῦ, παρουσίᾳ τῶν ἀρχῶν καὶ τοῦ διπλωματικοῦ σώματος.: [251, 341, 543, 390]
- article-body: ΑΘΗΝΑΙ, 2.— Ἀπὸ τὸ ὑπουργεῖον Ἐσωτερικῶν ἀνακοινοῦται ὅτι ἡ καταβολὴ τῶν ὀφειλῶν ἐξ ἀπορριμμάτων πρὸς τοὺς δήμους θὰ γίνεται ἄνευ προσαυξήσεως ἐφ' ὅσον πραγματοποιηθῇ ἐντὸς τῆς ὁρισθείσης προθεσμίας.: [251, 60, 543, 122]
- photo-soldiers: [10, 46, 235, 293]
- headline: ΤΑΦΟΙ ΤΟΥ 10 Π.Χ. ΑΙΩΝΟΣ ΕΥΡΕΘΗΣΑΝ ΕΙΣ ΤΗΝ ΤΡΥΝΟΝ: [935, 1181, 1132, 1211]
- article-body: ΑΛΓΕΡΙΟΝ, 2.— Ἡ δρᾶσις τῶν ἀνταρτῶν εἰς τὸ Ἀλγέριον ἐνετάθη κατὰ τὰς τελευταίας ἡμέρας. Γαλλικαὶ δυνάμεις ἐπεχείρησαν ἐκκαθαριστικὰς ἐπιχειρήσεις.: [929, 973, 1137, 1035]
- article-foros: [559, 933, 917, 1042]
- section-kicker: ΑΠΟ ΤΗΝ ΠΡΟΣΟΤΣΑΝΗΝ: [193, 1834, 361, 1851]
- article-eidiseis: [559, 1059, 917, 1215]
- price-row: Ἐλβετίας 247.00—248.00: [255, 630, 539, 642]
- headline: ΠΑΡΑΜΕΛΕΙΤΑΙ Η ΘΕΣΣΑΛΟΝΙΚΗ ΑΠΟ ΤΟΥΡΙΣΤΙΚΗΣ ΑΠΟΨΕΩΣ: [1381, 263, 1539, 307]
- column-4: [927, 345, 1139, 1356]
- price-row: Γαλλίας 250.00—251.00: [255, 619, 539, 631]
- headline: ΣΥΝΕΡΧΕΤΑΙ ΣΗΜΕΡΟΝ Η ΙΕΡΑ ΣΥΝΟΔΟΣ: [23, 948, 222, 978]
- article-body: ΑΘΗΝΑΙ, 2.— Πῶς θὰ καταβληθῇ ὁ ἑνιαῖος φόρος ἀνακοινοῖ τὸ ὑπουργεῖον Οἰκονομικῶν. Ἡ καταβολὴ θὰ γίνῃ εἰς δόσεις, ἐντὸς τῶν προθεσμιῶν αἱ ὁποῖαι θὰ ὁρισθοῦν διὰ ἐγκυκλίου. ΑΘΗΝΑΙ, 2.— Πῶς θὰ καταβληθῇ ὁ ἑνιαῖος φόρος ἀνακοινοῖ τὸ ὑπουργεῖον Οἰκονομικῶν. Ἡ καταβολὴ θὰ γίνῃ εἰς δόσεις, ἐντὸς τῶν προθεσμιῶν αἱ ὁποῖαι θὰ ὁρισθοῦν διὰ ἐγκυκλίου.: [561, 957, 916, 1036]
- article-body: ΡΩΜΗ, 2.— Ὁ Ἰταλὸς καθηγητὴς Κρόκκο, πρόεδρος τῆς Ἑταιρείας Ἀστροναυτικῆς, δηλοῖ ὅτι προετοιμάζεται νὰ ταξιδεύσῃ διὰ πυραύλου εἰς τὸν πλανήτην Ἄρην καὶ εἰς τὴν Ἀφροδίτην. ΡΩΜΗ, 2.— Ὁ Ἰταλὸς καθηγητὴς Κρόκκο, πρόεδρος τῆς Ἑταιρείας Ἀστροναυτικῆς, δηλοῖ ὅτι προετοιμάζεται νὰ ταξιδεύσῃ διὰ πυραύλου εἰς τὸν πλανήτην Ἄρην καὶ εἰς τὴν Ἀφροδίτην.: [561, 833, 916, 911]
- article-body: ΑΘΗΝΑΙ, 2.— Ὑπὸ τῆς ΓΣΕΕ ἀπεστάλη διὰ νέου ὑπομνήματος πρὸς τὸν ὑπουργὸν Ἐμπορίου ἡ πρότασις περὶ ἄρσεως τοῦ ἐνοικιοστασίου τῶν καταστημάτων. Εἰς τὸ ὑπόμνημα τονίζεται ὅτι ἡ παράτασις τοῦ καθεστῶτος βλάπτει τοὺς μικροὺς ἐπαγγελματίας καὶ τοὺς ἐργαζομένους. ΑΘΗΝΑΙ, 2.— Ὑπὸ τῆς ΓΣΕΕ ἀπεστάλη διὰ νέου ὑπομνήματος πρὸς τὸν ὑπουργὸν Ἐμπορίου ἡ πρότασις περὶ ἄρσεως τοῦ ἐνοικιοστασίου τῶν καταστημάτων. Εἰς τὸ ὑπόμνημα τονίζεται ὅτι ἡ παράτασις τοῦ καθεστῶτος βλάπτει τοὺς μικροὺς ἐπαγγελματίας καὶ τοὺς ἐργαζομένους. ΑΘΗΝΑΙ, 2.— Ὑπὸ τῆς ΓΣΕΕ ἀπεστάλη διὰ νέου ὑπομνήματος πρὸς τὸν ὑπουργὸν Ἐμπορίου ἡ πρότασις περὶ ἄρσεως τοῦ ἐνοικιοστασίου τῶν καταστημάτων. Εἰς τὸ ὑπόμνημα τονίζεται ὅτι ἡ παράτασις τοῦ καθεστῶτος βλάπτει τοὺς μικροὺς ἐπαγγελματίας καὶ τοὺς ἐργαζομένους.: [12, 653, 233, 922]
- article-efoplistai: [249, 731, 545, 821]
- headline: ΠΑΙΔΑΓΩΓΙΚΟΝ ΣΥΝΕΔΡΙΟΝ ΕΙΣ ΤΑ ΓΡΕΒΕΝΑ: [615, 1925, 1082, 1947]
- headline: Η Δ. Ε. Η. ΘΑ ΕΚΔΩΣΗ ΟΜΟΛΟΓΙΑΣ ΑΞΙΑΣ 90 ΕΚΑΤΟΜΜΥΡΙΩΝ ΔΡΑΧΜΩΝ: [596, 577, 880, 647]
- article-gsee: [10, 574, 235, 927]
- subheadline: Κατέθεσε χθὲς κατηγορηματικῶς ὁ ἔγκριτος ἰατρὸς δρ. Μίκαελ Ἄσμπαϋ: [1177, 100, 1534, 132]
- headline: ΠΩΣ ΕΥΚΟΛΥΝΟΝΤΑΙ ΟΙ ΓΑΜΟΙ ΚΑΙ ΕΙΣ ΤΗΝ ΤΟΥΡΚΙΑΝ: [1383, 775, 1537, 819]
- article-397: [10, 10, 235, 557]
- article-body: Εἰς τὰ Γρεβενὰ ὑπὸ τὴν προεδρίαν τοῦ ἐπιθεωρητοῦ κ. Πύρρου Στόρα ἔλαβε χώραν τὸ 19ον παιδαγωγικὸν συνέδριον τῶν διδασκάλων τῆς περιφερείας.: [561, 2250, 1137, 2274]
- photo-students-shooting: [559, 41, 1139, 308]
- section-kicker: ΑΠΟ ΤΗΝ ΒΕΡΟΙΑΝ: [12, 1374, 179, 1391]
- headline: 316,00 ΔΡΑΧ. Η ΧΡΥΣΗ ΛΙΡΑ ΕΙΣ ΤΗΝ ΘΕΣΣΑΛΟΝΙΚΗΝ ΚΑΙ 314,50 ΕΙΣ ΑΘΗΝΑΣ: [254, 511, 540, 563]
- headline: Ο ΕΚΤΑΚΤΟΣ ΑΠΕΣΤΑΛΜΕΝΟΣ ΤΟΥ ΑΪΖΕΝΧΑΟΥΕΡ ΘΑ ΕΛΘΗ ΕΙΣ ΤΑΣ ΑΘΗΝΑΣ: [1368, 1087, 1551, 1146]
- subheadline: ΕΙΣ ΤΗΝ ΕΣΚΟΤΙΣΑΝ: [1188, 390, 1318, 406]
- provincial-column: ΑΠΟ ΤΗΝ ΚΟΜΟΤΗΝΗΝ ΚΟΜΟΤΗΝΗ, 2.— Εἰς τὴν αἴθουσαν τῆς λέσχης ἐδόθη διάλεξις ὑπὸ τοῦ καθηγητοῦ κ. Παπαδοπούλου μὲ θέμα τὴν ἱστορίαν τῆς Θρᾴκης. ΚΟΜΟΤΗΝΗ, 2.— Εἰς τὴν αἴθουσαν τῆς λέσχης ἐδόθη διάλεξις ὑπὸ τοῦ καθηγητοῦ κ. Παπαδοπούλου μὲ θέμα τὴν ἱστορίαν τῆς Θρᾴκης. ΑΠΟ ΤΗΝ ΛΑΡΙΣΑΝ ΛΑΡΙΣΑ, 2.— Ὁ δήμαρχος ἀνεκοίνωσεν ὅτι ἤρχισαν αἱ ἐργασίαι διὰ τὴν ἀσφαλτόστρωσιν τῶν κεντρικῶν ὁδῶν τῆς πόλεως. ΛΑΡΙΣΑ, 2.— Ὁ δήμαρχος ἀνεκοίνωσεν ὅτι ἤρχισαν αἱ ἐργασίαι διὰ τὴν ἀσφαλτόστρωσιν τῶν κεντρικῶν ὁδῶν τῆς πόλεως. ΛΑΡΙΣΑ, 2.— Ὁ δήμαρχος ἀνεκοίνωσεν ὅτι ἤρχισαν αἱ ἐργασίαι διὰ τὴν ἀσφαλτόστρωσιν τῶν κεντρικῶν ὁδῶν τῆς πόλεως.: [374, 1374, 543, 1743]
- article-body: Ἡ τιμὴ τῆς χρυσῆς λίρας Ἀγγλίας ἔκλεισε χθὲς εἰς τὴν ἀγορὰν τῆς πόλεώς μας εἰς 316 δρχ. ἐνῷ εἰς τὰς Ἀθήνας εἰς 314,50 δρχ.: [251, 567, 543, 605]
- article-body: ΑΘΗΝΑΙ, 2.— Ὁ βουλευτὴς Πέλλης ἐζήτησεν ὅπως καὶ εἰς τὴν Θεσσαλονίκην γίνωνται αἱ εἰσαγωγικαὶ ἐξετάσεις διὰ τὴν Σχολὴν Εὐελπίδων.: [929, 1107, 1137, 1156]
- article-body: ΑΘΗΝΑΙ, 2.— Ἡ Δημοσία Ἐπιχείρησις Ἠλεκτρισμοῦ θὰ ἐκδώσῃ ὁμολογίας ἀξίας 90 ἑκατομμυρίων δραχμῶν μὲ ἐτήσιον τόκον 8 % καὶ ἐτησίας κληρώσεις. Τὸ προϊὸν τοῦ δανείου θὰ διατεθῇ διὰ τὴν ἐπέκτασιν τῶν ἔργων ἐξηλεκτρισμοῦ τῆς χώρας. ΑΘΗΝΑΙ, 2.— Ἡ Δημοσία Ἐπιχείρησις Ἠλεκτρισμοῦ θὰ ἐκδώσῃ ὁμολογίας ἀξίας 90 ἑκατομμυρίων δραχμῶν μὲ ἐτήσιον τόκον 8 % καὶ ἐτησίας κληρώσεις. Τὸ προϊὸν τοῦ δανείου θὰ διατεθῇ διὰ τὴν ἐπέκτασιν τῶν ἔργων ἐξηλεκτρισμοῦ τῆς χώρας.: [561, 671, 916, 775]
- headline: ΜΙΚΡΑΙ ΕΠΑΡΧΙΑΚΑΙ ΕΙΔΗΣΕΙΣ: [86, 1326, 468, 1355]
- article-nato: [249, 305, 545, 395]
- article-krokko: [559, 797, 917, 916]
- article-deh: [559, 573, 917, 780]
- section-kicker: ΑΠΟ ΤΗΝ ΚΑΤΕΡΙΝΗΝ: [12, 1579, 179, 1595]
- headline: ΜΙΚΡΑ ΕΓΧΩΡΙΑ ΝΕΑ: [610, 1235, 867, 1260]
- article-skopovoli: [559, 10, 1139, 327]
- headline: ΕΙΣ ΣΤΡΑΤΙΩΤΗΣ ΙΣΧΥΡΙΖΕΤΑΙ ΟΤΙ ΕΙΔΕ ΤΟΝ ΠΡΟΦΗΤΗΝ ΗΛΙΑΝ: [939, 510, 1128, 554]
- price-row: Ἀγγλίας 315.00—316.00: [255, 609, 539, 620]
- subheadline: ΔΗΛΑΔΗ: ΕΔΟΛΟΦΟΝΗΘΗ: [1167, 293, 1339, 309]
- article-body: Ὁ 16ετὴς μαθητὴς ἐφονεύθη χθὲς παρασυρθεὶς ὑπὸ ποδηλάτου εἰς τὴν ὁδὸν Ἐγνατίας. Ὁ ποδηλάτης συνελήφθη καὶ παρεπέμφθη εἰς τὸν εἰσαγγελέα.: [251, 448, 543, 485]
- article-malta: [927, 816, 1139, 921]
- section-kicker: ΑΠΟ ΤΑ ΓΙΑΝΝΙΤΣΑ: [12, 1733, 179, 1750]
- article-body: Εἰς τὸ 397 σύνταγμα καταστροφέων ἁρμάτων ἐωρτάσθη μὲ ἐξαιρετικὴν λαμπρότητα ἡ ἐπέτειος τῆς συστάσεώς του. Τὴν ἑορτὴν ἐτίμησαν διὰ τῆς παρουσίας των ὁ διοικητὴς τῆς μεραρχίας, ἀξιωματικοὶ καὶ ἐκπρόσωποι τῶν ἀρχῶν τῆς πόλεως. Μετὰ τὴν δοξολογίαν ἐπηκολούθησεν παρέλασις τῶν τμημάτων καὶ δεξίωσις εἰς τὴν λέσχην. Εἰς τὸ 397 σύνταγμα καταστροφέων ἁρμάτων ἐωρτάσθη μὲ ἐξαιρετικὴν λαμπρότητα ἡ ἐπέτειος τῆς συστάσεώς του. Τὴν ἑορτὴν ἐτίμησαν διὰ τῆς παρουσίας των ὁ διοικητὴς τῆς μεραρχίας, ἀξιωματικοὶ καὶ ἐκπρόσωποι τῶν ἀρχῶν τῆς πόλεως. Μετὰ τὴν δοξολογίαν ἐπηκολούθησεν παρέλασις τῶν τμημάτων καὶ δεξίωσις εἰς τὴν λέσχην.: [12, 323, 233, 552]
- article-body: ΑΘΗΝΑΙ, 2.— Ἡ χρυσῆ λίρα ἐκλείσθη σήμερον εἰς 314,50 δραχμάς. Αἱ συναλλαγαὶ ὑπῆρξαν περιωρισμέναι.: [251, 685, 543, 709]
- headline: ΜΕ ΜΙΝΙΑΤΟΥΡΑΣ ΠΛΟΙΩΝ ΓΙΝΕΤΑΙ ΕΙΣ ΤΗΝ ΜΑΛΤΑΝ ΑΕΡΟΝΑΥΤΙΚΗ ΑΣΚΗΣΙΣ: [949, 818, 1117, 862]
- article-lira: [249, 508, 545, 714]
- headline: ΟΙ ΑΓΓΛΟΙ ΝΑΥΤΙΚΟΙ ΣΤΕΡΟΥΝΤΑΙ ΕΙΣ ΤΗΝ ΑΠΕΡΓΙΑΝ ΤΩΝ ΛΙΜΕΝΕΡΓΑΤΩΝ: [1391, 652, 1529, 709]
- article-podilato: [249, 412, 545, 489]
- photo-caption: Εἶναι γνωστὸν παρεμφερέσιν κατὰ τὴν ἑορτήν.: [24, 296, 221, 318]
- article-stratiotis: [927, 507, 1139, 691]
- article-body: ΑΘΗΝΑΙ, 2.— Ἐκ τοῦ ὑπουργείου Ἐθνικῆς Ἀμύνης διαψεύδονται αἱ πληροφορίαι περὶ κοινῶν γυμνασίων ἑλληνικῶν, ἀγγλικῶν καὶ τουρκικῶν δυνάμεων.: [929, 423, 1137, 485]
- headline: ΕΟΡΤΗ ΕΙΣ ΤΟ 397 ΣΥΝΤΑΓΜΑ ΚΑΤΑΣΤΡΟΦΕΩΝ ΑΡΜΑΤΩΝ: [25, 13, 220, 42]
- article-chiang: ΑΙ ΗΝΩΜΕΝΑΙ ΠΟΛΙΤΕΙΑΙ ΔΕΝ ΑΝΕΛΑΒΟΝ ΣΥΓΚΕΚΡΙΜΕΝΗΝ ΥΠΟΧΡΕΩΣΙΝ ΝΑ ΥΠΕΡΑΣΠΙΣΘΟΥΝ ΤΑΣ ΝΗΣΟΥΣ ΤΑΣ ΟΠΟΙΑΣ ΚΑΤΕΧΕΙ Ο ΤΣΑΓΚ ΚΑΙ ΣΕΚ ΟΥΑΣΙΓΚΤΩΝ, 2.— Αἱ Ἡνωμέναι Πολιτεῖαι δὲν ἀνέλαβον συγκεκριμένην ὑποχρέωσιν νὰ ὑπερασπισθοῦν τὰς νήσους τὰς ὁποίας κατέχει ὁ στρατάρχης Τσάγκ Κάϊ Σέκ, δηλοῖ ἐκπρόσωπος τοῦ Στέιτ Ντηπάρτμεντ. ΟΥΑΣΙΓΚΤΩΝ, 2.— Αἱ Ἡνωμέναι Πολιτεῖαι δὲν ἀνέλαβον συγκεκριμένην ὑποχρέωσιν νὰ ὑπερασπισθοῦν τὰς νήσους τὰς ὁποίας κατέχει ὁ στρατάρχης Τσάγκ Κάϊ Σέκ, δηλοῖ ἐκπρόσωπος τοῦ Στέιτ Ντηπάρτμεντ. ΟΙ ΑΓΓΛΟΙ ΝΑΥΤΙΚΟΙ ΣΤΕΡΟΥΝΤΑΙ ΕΙΣ ΤΗΝ ΑΠΕΡΓΙΑΝ ΤΩΝ ΛΙΜΕΝΕΡΓΑΤΩΝ ΛΟΝΔΙΝΟΝ, 2.— Οἱ Ἄγγλοι ναυτικοὶ στεροῦνται εἰς τὴν ἀπεργίαν τῶν λιμενεργατῶν, ἡ ὁποία παρατείνεται. ΠΩΣ ΕΥΚΟΛΥΝΟΝΤΑΙ ΟΙ ΓΑΜΟΙ ΚΑΙ ΕΙΣ ΤΗΝ ΤΟΥΡΚΙΑΝ ΚΩΝΣΤΑΝΤΙΝΟΥΠΟΛΙΣ, 2.— Διὰ νέου νόμου εὐκολύνονται οἱ γάμοι καὶ εἰς τὴν Τουρκίαν.: [1154, 574, 1556, 859]
- article-body: ΑΘΗΝΑΙ, 2.— Παρουσίᾳ τῶν ἀρχῶν ἐγένοντο σήμερον τὰ ἐγκαίνια τῆς νέας αἰθούσης τοῦ Ἐμπορικοῦ Ἐπιμελητηρίου. Ἐπίσης ἀνεκοινώθη ὁ διορισμὸς νέων στελεχῶν εἰς τὰς δημοσίας ὑπηρεσίας. ΑΘΗΝΑΙ, 2.— Παρουσίᾳ τῶν ἀρχῶν ἐγένοντο σήμερον τὰ ἐγκαίνια τῆς νέας αἰθούσης τοῦ Ἐμπορικοῦ Ἐπιμελητηρίου. Ἐπίσης ἀνεκοινώθη ὁ διορισμὸς νέων στελεχῶν εἰς τὰς δημοσίας ὑπηρεσίας. ΑΘΗΝΑΙ, 2.— Παρουσίᾳ τῶν ἀρχῶν ἐγένοντο σήμερον τὰ ἐγκαίνια τῆς νέας αἰθούσης τοῦ Ἐμπορικοῦ Ἐπιμελητηρίου. Ἐπίσης ἀνεκοινώθη ὁ διορισμὸς νέων στελεχῶν εἰς τὰς δημοσίας ὑπηρεσίας.: [561, 1090, 916, 1209]
- lira-price-table: [255, 610, 539, 663]
- headline: ΛΥΣΣΩΝ ΛΥΚΟΣ ΕΔΗΞΕΝ ΕΞ ΑΤΟΜΑ ΕΝΩ ΕΙΡΓΑΖΟΝΤΟ ΕΙΣ ΤΟΥΣ ΑΓΡΟΥΣ: [266, 146, 528, 176]
